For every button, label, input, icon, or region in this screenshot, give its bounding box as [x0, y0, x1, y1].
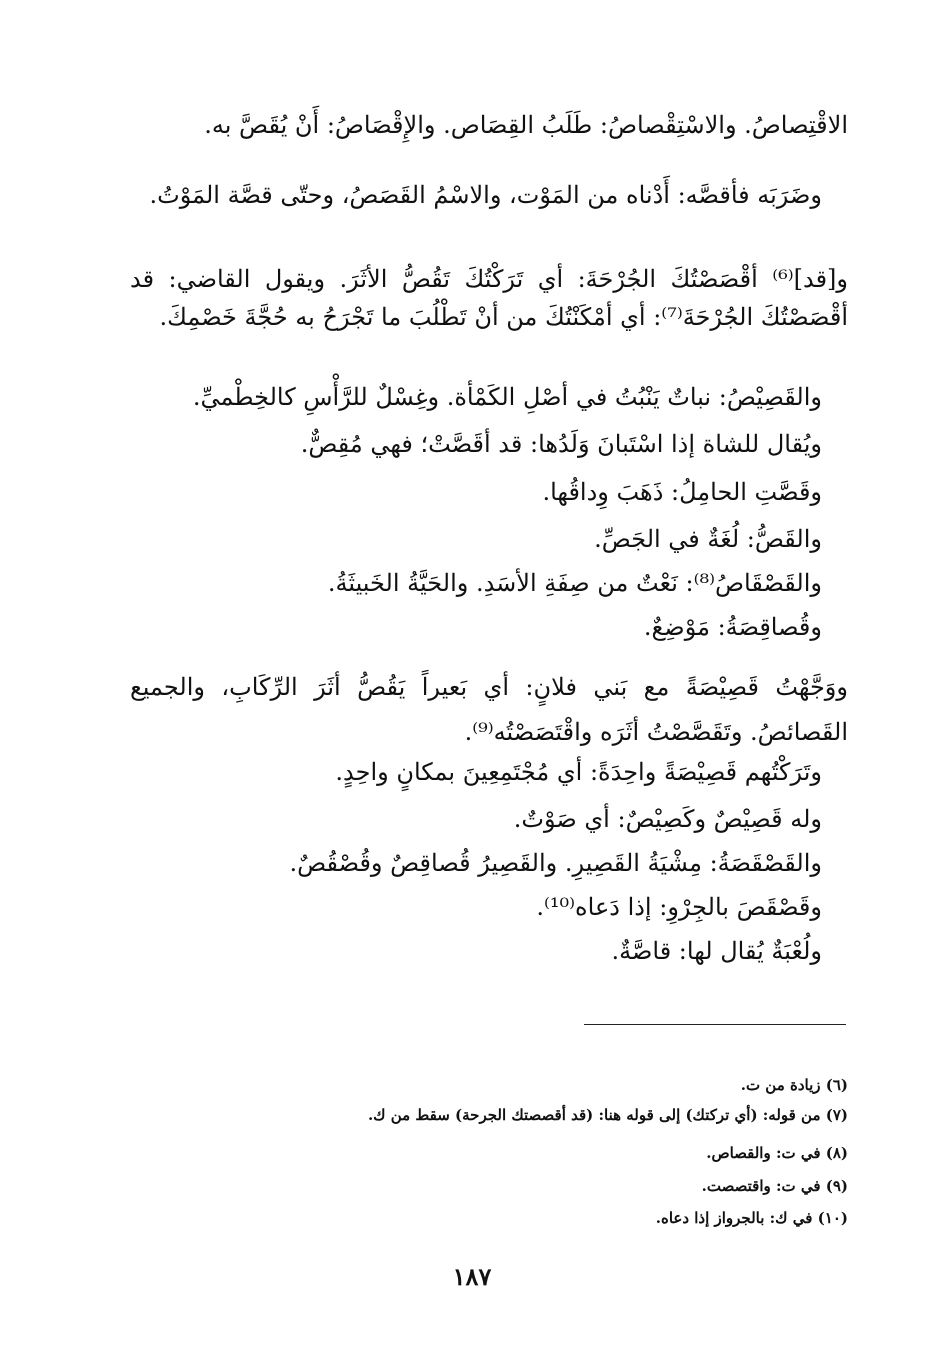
text-line: والقَصْقَصَةُ: مِشْيَةُ القَصِيرِ. والقَصِيرُ قُصاقِصٌ وقُصْقُصٌ.	[289, 849, 822, 877]
text-line: الاقْتِصاصُ. والاسْتِقْصاصُ: طَلَبُ القِصَاص. والإِقْصَاصُ: أَنْ يُقَصَّ به.	[204, 111, 848, 139]
text-line: والقَصْقَاصُ⁽⁸⁾: نَعْتٌ من صِفَةِ الأسَدِ. والحَيَّةُ الخَبيثَةُ.	[327, 569, 822, 597]
text-line: و[قد]⁽⁶⁾ أقْصَصْتُكَ الجُرْحَةَ: أي تَرَكْتُكَ تَقُصُّ الأثَرَ. ويقول القاضي: قد	[130, 265, 848, 293]
footnote: (٦) زيادة من ت.	[740, 1076, 848, 1094]
text-line: وقَصَّتِ الحامِلُ: ذَهَبَ وِداقُها.	[542, 478, 822, 506]
text-line: وقُصاقِصَةُ: مَوْضِعٌ.	[643, 613, 822, 641]
text-line: ويُقال للشاة إذا اسْتَبانَ وَلَدُها: قد أقَصَّتْ؛ فهي مُقِصٌّ.	[300, 430, 822, 458]
text-line: وقَصْقَصَ بالجِرْوِ: إذا دَعاه⁽¹⁰⁾.	[536, 893, 822, 921]
text-line: وضَرَبَه فأقصَّه: أَدْناه من المَوْت، والاسْمُ القَصَصُ، وحتّى قصَّة المَوْتُ.	[149, 181, 822, 209]
text-line: والقَصِيْصُ: نباتٌ يَنْبُتُ في أصْلِ الكَمْأة. وغِسْلٌ للرَّأْسِ كالخِطْميِّ.	[192, 383, 822, 411]
text-line: القَصائصُ. وتَقَصَّصْتُ أثَرَه واقْتَصَصْتُه⁽⁹⁾.	[464, 718, 848, 746]
footnote: (٨) في ت: والقصاص.	[706, 1144, 848, 1162]
text-line: ووَجَّهْتُ قَصِيْصَةً مع بَني فلانٍ: أي بَعيراً يَقُصُّ أثَرَ الرِّكَابِ، والجميع	[130, 673, 848, 701]
footnote: (٩) في ت: واقتصصت.	[701, 1177, 848, 1195]
text-line: والقَصُّ: لُغَةٌ في الجَصِّ.	[594, 525, 822, 553]
text-line: وله قَصِيْصٌ وكَصِيْصٌ: أي صَوْتٌ.	[513, 805, 822, 833]
footnote: (١٠) في ك: بالجرواز إذا دعاه.	[655, 1209, 848, 1227]
footnote: (٧) من قوله: (أي تركتك) إلى قوله هنا: (قد أقصصتك الجرحة) سقط من ك.	[367, 1106, 848, 1124]
page-number: ١٨٧	[452, 1262, 492, 1291]
text-line: وتَرَكْتُهم قَصِيْصَةً واحِدَةً: أي مُجْتَمِعِينَ بمكانٍ واحِدٍ.	[335, 758, 822, 786]
footnote-separator	[584, 1024, 846, 1025]
text-line: أقْصَصْتُكَ الجُرْحَةَ⁽⁷⁾: أي أمْكَنْتُكَ من أنْ تَطْلُبَ ما تَجْرَحُ به حُجَّةَ خَصْمِكَ.	[159, 303, 848, 331]
text-line: ولُعْبَةٌ يُقال لها: قاصَّةٌ.	[611, 937, 822, 965]
